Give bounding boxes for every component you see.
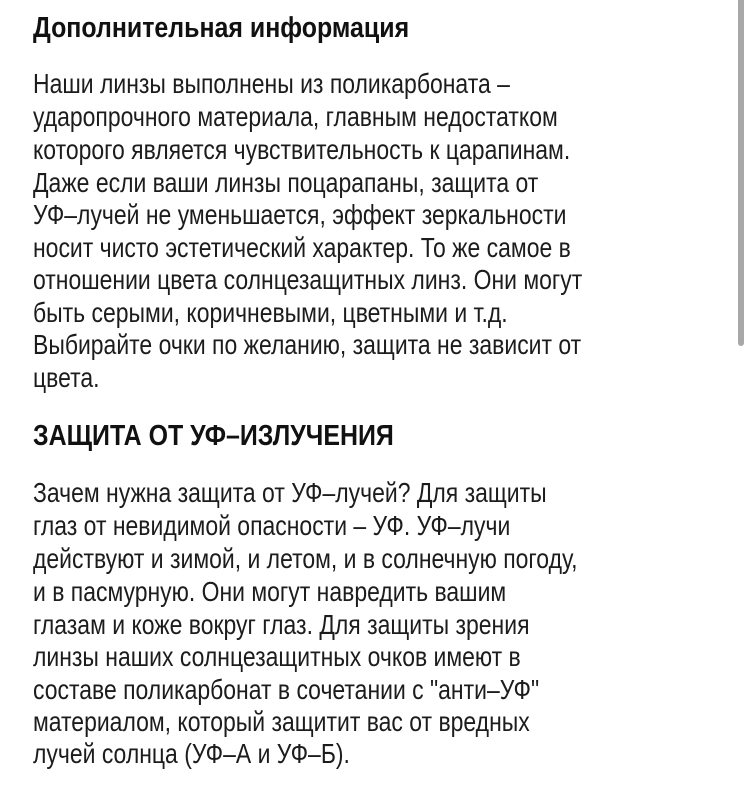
paragraph-line: УФ–лучей не уменьшается, эффект зеркальности [33, 199, 567, 230]
paragraph-line: Выбирайте очки по желанию, защита не зависит от [33, 329, 582, 360]
paragraph-line: носит чисто эстетический характер. То же самое в [33, 232, 571, 263]
section-heading-uv-protection: ЗАЩИТА ОТ УФ–ИЗЛУЧЕНИЯ [33, 420, 394, 452]
paragraph-line: глаз от невидимой опасности – УФ. УФ–лучи [33, 510, 511, 541]
paragraph-line: цвета. [33, 362, 100, 393]
scrollbar-thumb[interactable] [738, 0, 744, 346]
paragraph-line: материалом, который защитит вас от вредных [33, 706, 530, 737]
paragraph-line: отношении цвета солнцезащитных линз. Они могут [33, 264, 583, 295]
paragraph-line: действуют и зимой, и летом, и в солнечную погоду, [33, 543, 578, 574]
paragraph-line: Зачем нужна защита от УФ–лучей? Для защиты [33, 477, 547, 508]
paragraph-line: и в пасмурную. Они могут навредить вашим [33, 576, 507, 607]
paragraph-line: быть серыми, коричневыми, цветными и т.д. [33, 297, 508, 328]
paragraph-line: глазам и коже вокруг глаз. Для защиты зрения [33, 609, 530, 640]
section-heading-additional-info: Дополнительная информация [33, 12, 410, 44]
paragraph-line: составе поликарбонат в сочетании с "анти–УФ" [33, 674, 540, 705]
paragraph-line: ударопрочного материала, главным недостатком [33, 101, 558, 132]
paragraph-line: линзы наших солнцезащитных очков имеют в [33, 641, 521, 672]
paragraph-line: Наши линзы выполнены из поликарбоната – [33, 68, 510, 99]
paragraph-line: лучей солнца (УФ–А и УФ–Б). [33, 738, 350, 769]
paragraph-line: которого является чувствительность к царапинам. [33, 134, 571, 165]
paragraph-line: Даже если ваши линзы поцарапаны, защита от [33, 167, 539, 198]
